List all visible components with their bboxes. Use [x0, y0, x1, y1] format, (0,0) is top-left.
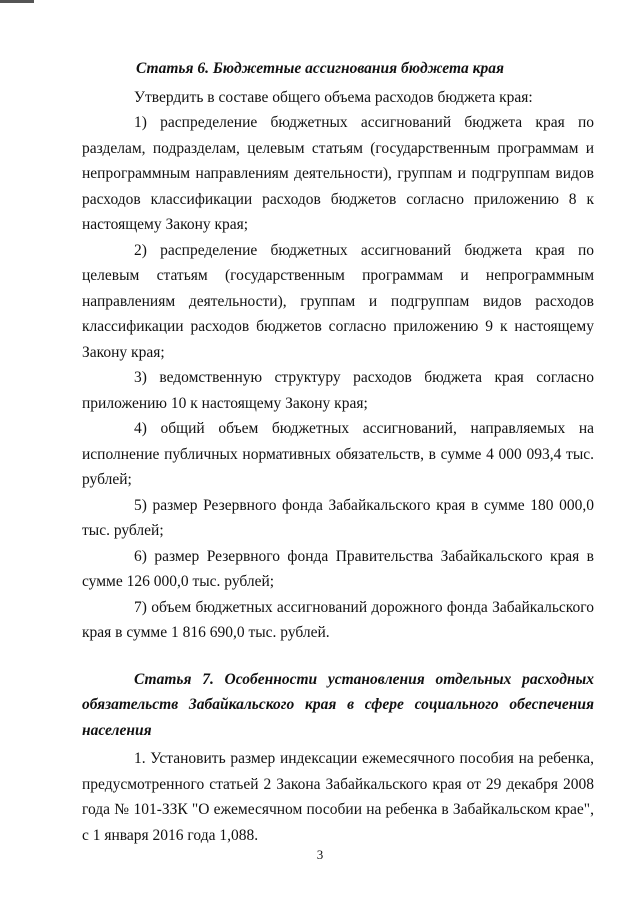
article-6-item-2: 2) распределение бюджетных ассигнований бюджета края по целевым статьям (государственным программам и непрограммным направлениям деятельности), группам и подгруппам видов расходов классификации расходов бюджетов согласно приложению 9 к настоящему Закону края;	[82, 241, 594, 361]
article-6-intro: Утвердить в составе общего объема расходов бюджета края:	[134, 88, 533, 106]
article-6-item-4: 4) общий объем бюджетных ассигнований, направляемых на исполнение публичных нормативных обязательств, в сумме 4 000 093,4 тыс. рублей;	[82, 420, 594, 488]
article-6-heading: Статья 6. Бюджетные ассигнования бюджета края	[136, 60, 504, 77]
article-6-item-7: 7) объем бюджетных ассигнований дорожного фонда Забайкальского края в сумме 1 816 690,0 тыс. рублей.	[82, 598, 594, 641]
page-number: 3	[316, 847, 324, 862]
article-6-item-3: 3) ведомственную структуру расходов бюджета края согласно приложению 10 к настоящему Закону края;	[82, 369, 594, 412]
article-6-item-1: 1) распределение бюджетных ассигнований бюджета края по разделам, подразделам, целевым статьям (государственным программам и непрограммным направлениям деятельности), группам и подгруппам видов расходов классификации расходов бюджетов согласно приложению 8 к настоящему Закону края;	[82, 114, 594, 233]
article-7-item-1: 1. Установить размер индексации ежемесячного пособия на ребенка, предусмотренного статьей 2 Закона Забайкальского края от 29 декабря 2008 года № 101-ЗЗК "О ежемесячном пособии на ребенка в Забайкальском крае", с 1 января 2016 года 1,088.	[82, 750, 594, 844]
document-page	[82, 56, 594, 848]
article-6-item-5: 5) размер Резервного фонда Забайкальского края в сумме 180 000,0 тыс. рублей;	[82, 496, 594, 539]
article-7-heading: Статья 7. Особенности установления отдельных расходных обязательств Забайкальского края в сфере социального обеспечения населения	[82, 670, 594, 739]
scan-corner-mark	[0, 0, 34, 3]
article-6-item-6: 6) размер Резервного фонда Правительства Забайкальского края в сумме 126 000,0 тыс. рублей;	[82, 547, 594, 590]
